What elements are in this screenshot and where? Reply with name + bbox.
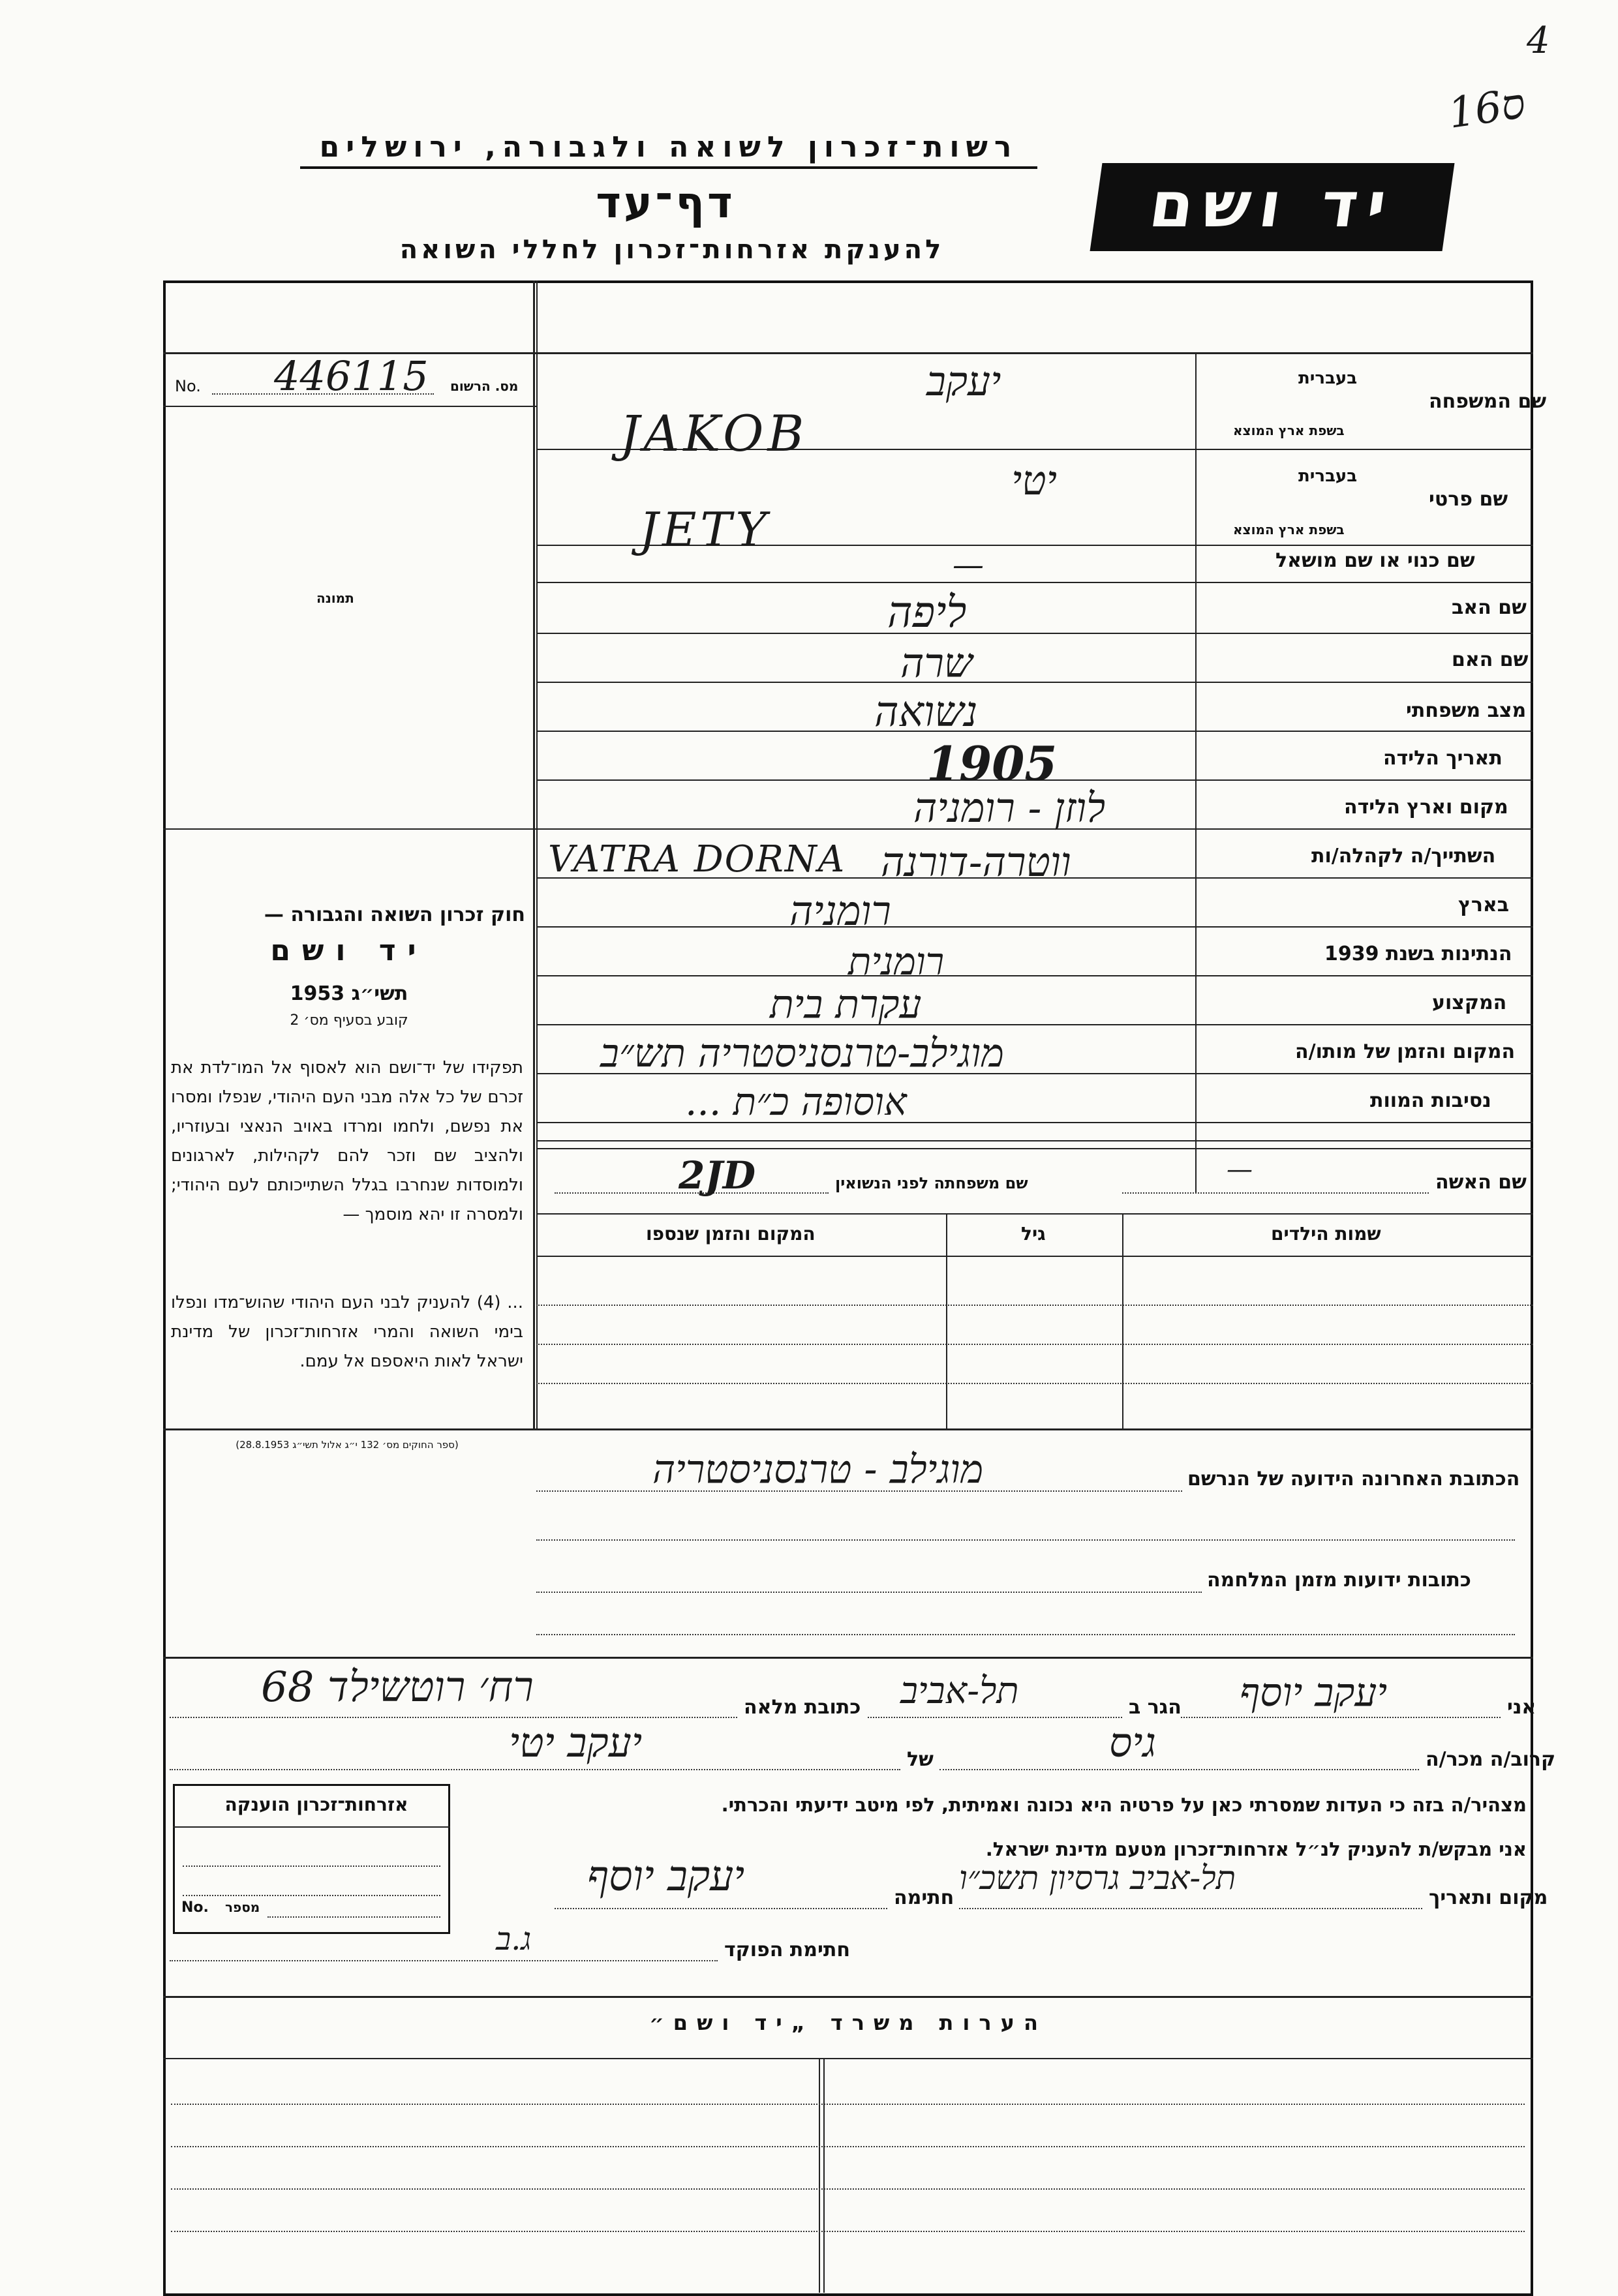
page-number: 4 [1527,20,1550,62]
country-value: רומניה [789,887,891,935]
authority-title: רשות־זכרון לשואה ולגבורה, ירושלים [300,130,1037,169]
birth-place: לוזן - רומניה [913,784,1106,832]
declaration-statement: מצהיר/ה בזה כי העדות שמסרתי כאן על פרטיה היא נכונה ואמיתית, לפי מיטב ידיעתי והכרתי. [721,1794,1527,1816]
officer-signature: ג.ב [496,1921,532,1957]
community-label: השתייך/ה לקהלה/ות [1311,845,1496,868]
place-date-label: מקום ותאריך [1429,1886,1548,1909]
last-address-label: הכתובת האחרונה הידועה של הנרשם [1187,1468,1520,1490]
wife-name-value: 2JD [679,1153,756,1198]
family-name-hebrew: יעקב [926,357,1001,405]
of-label: של [907,1748,934,1771]
marital-label: מצב משפחתי [1406,699,1527,722]
declarant-address: רח׳ רוטשילד 68 [261,1663,534,1712]
family-name-origin: JAKOB [620,404,808,462]
declarant-name: יעקב יוסף [1240,1670,1388,1715]
registration-label: מס. הרשום [450,378,519,394]
reference-number: 16ס [1445,80,1529,138]
birth-place-label: מקום וארץ הלידה [1344,796,1508,819]
law-citation: (ספר החוקים מס׳ 132 י״ג אלול תשי״ג 28.8.1953) [236,1439,459,1451]
community-hebrew: ווטרה-דורנה [881,838,1071,886]
death-label: המקום והזמן של מותו/ה [1295,1040,1516,1063]
place-date-value: תל-אביב גרסיון תשכ״ו [959,1859,1236,1897]
law-name: יד ושם [270,934,428,967]
father-label: שם האב [1452,596,1527,619]
declarant-city: תל-אביב [900,1670,1019,1712]
father-name: ליפה [887,587,967,637]
form-subtitle: להענקת אזרחות־זכרון לחללי השואה [399,235,945,265]
birth-date: 1905 [926,736,1058,791]
children-header-names: שמות הילדים [1271,1223,1381,1245]
wife-maiden-value: — [1227,1155,1253,1185]
community-latin: VATRA DORNA [548,838,846,881]
officer-signature-label: חתימת הפוקד [724,1939,850,1961]
first-name-hebrew: יטי [1011,457,1057,504]
signature-label: חתימה [894,1886,954,1909]
in-hebrew-label-1: בעברית [1298,369,1358,388]
relation-value: גיס [1109,1719,1156,1766]
death-circumstances-value: אוסופה כ״ת ... [685,1080,907,1124]
citizenship-value: רומנית [848,939,945,984]
first-name-label: שם פרטי [1429,488,1508,511]
children-header-place: המקום והזמן שנספו [646,1223,816,1245]
nickname-value: — [953,547,984,583]
birth-date-label: תאריך הלידה [1383,747,1503,770]
citizenship-granted-title: אזרחות־זכרון הוענקה [224,1794,408,1815]
full-address-label: כתובת מלאה [744,1696,861,1719]
law-clause: קובע בסעיף מס׳ 2 [290,1012,408,1029]
lives-in-label: הגר ב [1129,1696,1182,1719]
in-hebrew-label-2: בעברית [1298,466,1358,486]
registration-number: 446115 [274,352,429,400]
in-origin-label-2: בשפת ארץ המוצא [1233,522,1345,537]
box-number-label: מספר [225,1899,260,1915]
office-notes-title: הערות משרד „יד ושם״ [649,2010,1047,2035]
registration-no-label: No. [175,377,201,395]
law-title: חוק זכרון השואה והגבורה — [264,903,525,926]
children-header-age: גיל [1021,1223,1046,1245]
law-clause-4: ... (4) להעניק לבני העם היהודי שהוש־מדו ונפלו בימי השואה והמרי אזרחות־זכרון של מדינת ישראל לאות היאספם אל עמם. [171,1293,523,1371]
relation-label: קרוב/ה מכר/ה [1426,1748,1556,1771]
photo-label: תמונה [316,590,354,606]
yad-vashem-logo [1090,163,1455,251]
wartime-address-label: כתובות ידועות מזמן המלחמה [1207,1569,1471,1592]
declarant-signature: יעקב יוסף [587,1852,745,1901]
marital-status: נשואה [874,688,978,736]
nickname-label: שם כנוי או שם מושאל [1275,549,1475,572]
death-place-value: מוגילב-טרנסניסטריה תש״ב [600,1031,1004,1076]
wife-maiden-label: שם משפחתה לפני הנשואין [835,1174,1028,1192]
country-label: בארץ [1458,894,1510,916]
citizenship-label: הנתינות בשנת 1939 [1324,943,1512,965]
law-year: תשי״ג 1953 [290,982,408,1005]
request-statement: אני מבקש/ת להעניק לנ״ל אזרחות־זכרון מטעם מדינת ישראל. [985,1838,1527,1860]
profession-label: המקצוע [1432,991,1507,1014]
family-name-label: שם המשפחה [1429,390,1547,413]
form-title: דף־עד [596,177,735,228]
logo-text: יד ושם [1145,168,1400,241]
mother-label: שם האם [1452,648,1529,671]
wife-label: שם האשה [1435,1171,1527,1194]
mother-name: שרה [900,639,973,687]
box-no-label: No. [181,1899,209,1916]
declarant-i-label: אני [1507,1696,1536,1719]
profession-value: עקרת בית [770,982,922,1027]
last-address-value: מוגילב - טרנסניסטריה [652,1447,984,1492]
of-name-value: יעקב יטי [509,1719,643,1766]
death-circumstances-label: נסיבות המוות [1370,1089,1491,1112]
first-name-origin: JETY [639,502,771,557]
law-body: תפקידו של יד־ושם הוא לאסוף אל המו־לדת את זכרם של כל אלה מבני העם היהודי, שנפלו ומסרו את נפשם, ולחמו ומרדו באויב הנאצי ובעוזריו, ולהציב שם וזכר להם לקהילות, לארגונים ולמוסדות שנחרבו בגלל השתייכותם לעם היהודי; ולמסרה זו יהא מוסמך — [171,1058,523,1224]
in-origin-label-1: בשפת ארץ המוצא [1233,423,1345,438]
